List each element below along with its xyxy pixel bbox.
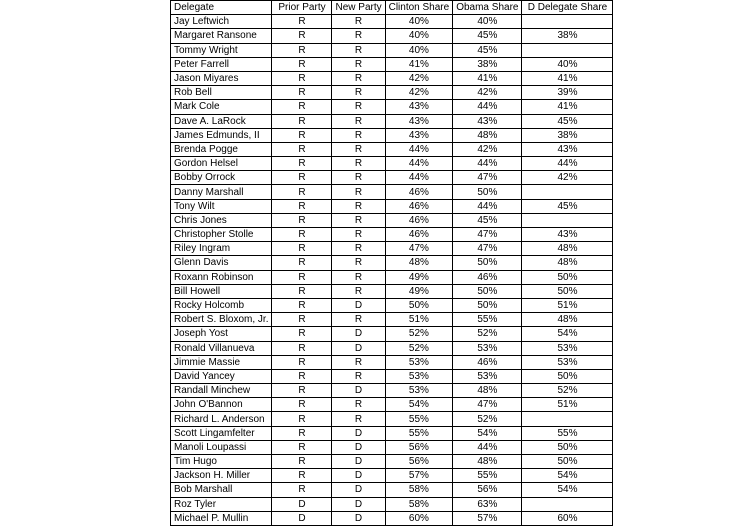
table-row — [171, 341, 613, 355]
table-cell[interactable]: R — [272, 384, 332, 398]
table-cell[interactable]: 43% — [522, 228, 613, 242]
table-cell[interactable]: D — [332, 511, 385, 525]
table-cell[interactable]: Chris Jones — [171, 213, 272, 227]
table-cell[interactable]: Glenn Davis — [171, 256, 272, 270]
table-cell[interactable]: 46% — [453, 355, 522, 369]
header-cell[interactable]: Delegate — [171, 1, 272, 15]
table-cell[interactable]: 45% — [453, 213, 522, 227]
table-cell[interactable]: R — [272, 100, 332, 114]
table-cell[interactable]: 45% — [522, 114, 613, 128]
table-cell[interactable]: 50% — [522, 369, 613, 383]
table-cell[interactable]: 53% — [522, 341, 613, 355]
table-cell[interactable]: 40% — [385, 29, 453, 43]
table-row — [171, 256, 613, 270]
table-cell[interactable]: R — [272, 43, 332, 57]
table-cell[interactable]: 38% — [453, 57, 522, 71]
table-cell[interactable]: Manoli Loupassi — [171, 440, 272, 454]
table-cell[interactable]: 39% — [522, 86, 613, 100]
table-cell[interactable]: R — [332, 398, 385, 412]
table-row — [171, 369, 613, 383]
table-cell[interactable]: Richard L. Anderson — [171, 412, 272, 426]
table-row — [171, 213, 613, 227]
table-cell[interactable] — [522, 185, 613, 199]
table-cell[interactable]: 45% — [453, 43, 522, 57]
table-cell[interactable]: R — [332, 29, 385, 43]
table-cell[interactable]: R — [272, 469, 332, 483]
table-cell[interactable]: Joseph Yost — [171, 327, 272, 341]
table-cell[interactable]: R — [272, 412, 332, 426]
table-cell[interactable]: 51% — [385, 313, 453, 327]
table-cell[interactable]: 47% — [453, 171, 522, 185]
table-cell[interactable]: 38% — [522, 29, 613, 43]
table-cell[interactable]: 48% — [522, 256, 613, 270]
table-cell[interactable]: R — [272, 483, 332, 497]
table-cell[interactable]: Ronald Villanueva — [171, 341, 272, 355]
table-cell[interactable]: 48% — [522, 313, 613, 327]
table-cell[interactable]: 44% — [385, 157, 453, 171]
table-cell[interactable]: Rob Bell — [171, 86, 272, 100]
table-cell[interactable]: 43% — [522, 142, 613, 156]
table-row — [171, 157, 613, 171]
table-cell[interactable]: D — [272, 497, 332, 511]
table-cell[interactable]: D — [332, 341, 385, 355]
header-cell[interactable]: Clinton Share — [385, 1, 453, 15]
table-cell[interactable]: 50% — [453, 185, 522, 199]
header-cell[interactable]: Prior Party — [272, 1, 332, 15]
table-cell[interactable]: 56% — [453, 483, 522, 497]
table-cell[interactable]: 42% — [385, 71, 453, 85]
header-cell[interactable]: D Delegate Share — [522, 1, 613, 15]
table-row — [171, 483, 613, 497]
table-cell[interactable]: John O'Bannon — [171, 398, 272, 412]
table-cell[interactable]: 41% — [522, 71, 613, 85]
table-cell[interactable]: 43% — [385, 100, 453, 114]
table-cell[interactable]: 48% — [453, 455, 522, 469]
table-cell[interactable] — [522, 497, 613, 511]
table-cell[interactable]: D — [332, 327, 385, 341]
table-cell[interactable]: 57% — [453, 511, 522, 525]
table-cell[interactable]: 58% — [385, 483, 453, 497]
table-cell[interactable]: Robert S. Bloxom, Jr. — [171, 313, 272, 327]
header-cell[interactable]: New Party — [332, 1, 385, 15]
table-cell[interactable]: 60% — [385, 511, 453, 525]
table-cell[interactable]: 38% — [522, 128, 613, 142]
table-cell[interactable]: R — [272, 426, 332, 440]
table-cell[interactable] — [522, 412, 613, 426]
table-row — [171, 455, 613, 469]
table-cell[interactable] — [522, 43, 613, 57]
table-cell[interactable]: 55% — [453, 469, 522, 483]
table-cell[interactable]: D — [332, 483, 385, 497]
table-cell[interactable]: 44% — [453, 199, 522, 213]
table-cell[interactable]: 50% — [522, 440, 613, 454]
table-row — [171, 426, 613, 440]
table-row — [171, 71, 613, 85]
table-cell[interactable]: 51% — [522, 298, 613, 312]
table-cell[interactable]: R — [272, 57, 332, 71]
table-cell[interactable]: R — [332, 228, 385, 242]
table-cell[interactable]: 47% — [385, 242, 453, 256]
table-cell[interactable]: R — [332, 270, 385, 284]
table-cell[interactable]: 44% — [522, 157, 613, 171]
table-cell[interactable]: 53% — [385, 355, 453, 369]
table-cell[interactable]: 47% — [453, 228, 522, 242]
table-cell[interactable]: 44% — [453, 157, 522, 171]
table-cell[interactable]: Jackson H. Miller — [171, 469, 272, 483]
table-cell[interactable]: R — [332, 199, 385, 213]
table-cell[interactable] — [522, 213, 613, 227]
table-cell[interactable]: Jay Leftwich — [171, 15, 272, 29]
table-cell[interactable]: 48% — [385, 256, 453, 270]
table-cell[interactable]: R — [272, 270, 332, 284]
table-cell[interactable]: R — [272, 341, 332, 355]
table-row — [171, 469, 613, 483]
table-cell[interactable]: R — [332, 86, 385, 100]
table-cell[interactable]: 43% — [385, 128, 453, 142]
table-cell[interactable]: D — [332, 298, 385, 312]
table-cell[interactable]: 55% — [385, 412, 453, 426]
table-cell[interactable]: 40% — [453, 15, 522, 29]
table-cell[interactable]: 49% — [385, 270, 453, 284]
table-cell[interactable]: 46% — [385, 185, 453, 199]
table-cell[interactable]: Randall Minchew — [171, 384, 272, 398]
table-cell[interactable]: R — [272, 199, 332, 213]
table-cell[interactable]: R — [332, 412, 385, 426]
table-cell[interactable]: R — [272, 440, 332, 454]
table-cell[interactable]: 49% — [385, 284, 453, 298]
table-cell[interactable]: R — [272, 228, 332, 242]
table-cell[interactable]: 53% — [453, 341, 522, 355]
table-cell[interactable]: R — [272, 313, 332, 327]
table-cell[interactable]: D — [332, 455, 385, 469]
table-cell[interactable]: 44% — [453, 100, 522, 114]
table-cell[interactable]: 52% — [385, 327, 453, 341]
table-row — [171, 398, 613, 412]
table-cell[interactable]: R — [332, 284, 385, 298]
table-cell[interactable]: R — [272, 15, 332, 29]
table-cell[interactable]: Michael P. Mullin — [171, 511, 272, 525]
table-cell[interactable]: 51% — [522, 398, 613, 412]
table-cell[interactable]: 44% — [453, 440, 522, 454]
spreadsheet — [170, 0, 613, 526]
table-cell[interactable]: Christopher Stolle — [171, 228, 272, 242]
table-row — [171, 497, 613, 511]
table-cell[interactable]: 50% — [453, 284, 522, 298]
table-cell[interactable]: Tim Hugo — [171, 455, 272, 469]
table-cell[interactable]: R — [272, 355, 332, 369]
table-cell[interactable]: R — [272, 114, 332, 128]
table-cell[interactable]: R — [272, 242, 332, 256]
table-cell[interactable]: 50% — [385, 298, 453, 312]
table-cell[interactable]: R — [272, 185, 332, 199]
table-cell[interactable]: James Edmunds, II — [171, 128, 272, 142]
table-cell[interactable]: 45% — [453, 29, 522, 43]
table-row — [171, 384, 613, 398]
table-row — [171, 199, 613, 213]
table-cell[interactable]: R — [272, 29, 332, 43]
table-cell[interactable]: R — [332, 71, 385, 85]
table-cell[interactable]: D — [272, 511, 332, 525]
table-cell[interactable] — [522, 15, 613, 29]
table-cell[interactable]: 41% — [522, 100, 613, 114]
table-row — [171, 284, 613, 298]
table-cell[interactable]: R — [272, 369, 332, 383]
table-cell[interactable]: Danny Marshall — [171, 185, 272, 199]
table-cell[interactable]: 47% — [453, 242, 522, 256]
table-cell[interactable]: Tommy Wright — [171, 43, 272, 57]
table-cell[interactable]: 42% — [453, 142, 522, 156]
table-cell[interactable]: 41% — [453, 71, 522, 85]
table-cell[interactable]: 46% — [385, 213, 453, 227]
table-row — [171, 270, 613, 284]
table-cell[interactable]: 53% — [385, 369, 453, 383]
table-cell[interactable]: Bobby Orrock — [171, 171, 272, 185]
table-cell[interactable]: 55% — [385, 426, 453, 440]
table-cell[interactable]: 50% — [522, 270, 613, 284]
table-cell[interactable]: R — [272, 213, 332, 227]
table-row — [171, 100, 613, 114]
table-cell[interactable]: 54% — [522, 327, 613, 341]
table-row — [171, 298, 613, 312]
table-cell[interactable]: 63% — [453, 497, 522, 511]
table-cell[interactable]: 52% — [453, 327, 522, 341]
table-cell[interactable]: 57% — [385, 469, 453, 483]
table-row — [171, 86, 613, 100]
table-cell[interactable]: R — [272, 157, 332, 171]
table-cell[interactable]: R — [332, 100, 385, 114]
table-row — [171, 185, 613, 199]
table-cell[interactable]: 52% — [385, 341, 453, 355]
table-cell[interactable]: Brenda Pogge — [171, 142, 272, 156]
table-row — [171, 511, 613, 525]
table-cell[interactable]: R — [332, 213, 385, 227]
table-cell[interactable]: R — [272, 298, 332, 312]
table-cell[interactable]: 53% — [453, 369, 522, 383]
table-cell[interactable]: 50% — [522, 284, 613, 298]
table-cell[interactable]: R — [332, 128, 385, 142]
table-cell[interactable]: 56% — [385, 440, 453, 454]
table-cell[interactable]: R — [332, 15, 385, 29]
table-row — [171, 228, 613, 242]
table-cell[interactable]: Gordon Helsel — [171, 157, 272, 171]
table-cell[interactable]: R — [272, 398, 332, 412]
table-cell[interactable]: 43% — [385, 114, 453, 128]
table-cell[interactable]: 45% — [522, 199, 613, 213]
table-cell[interactable]: R — [332, 114, 385, 128]
table-cell[interactable]: D — [332, 440, 385, 454]
table-cell[interactable]: 55% — [522, 426, 613, 440]
table-row — [171, 171, 613, 185]
table-cell[interactable]: R — [332, 242, 385, 256]
table-cell[interactable]: Tony Wilt — [171, 199, 272, 213]
table-cell[interactable]: Peter Farrell — [171, 57, 272, 71]
table-cell[interactable]: R — [272, 171, 332, 185]
table-cell[interactable]: David Yancey — [171, 369, 272, 383]
table-cell[interactable]: 52% — [522, 384, 613, 398]
table-cell[interactable]: D — [332, 469, 385, 483]
table-cell[interactable]: 46% — [385, 199, 453, 213]
table-row — [171, 142, 613, 156]
table-cell[interactable]: R — [272, 71, 332, 85]
table-cell[interactable]: R — [272, 86, 332, 100]
table-cell[interactable]: 54% — [385, 398, 453, 412]
table-cell[interactable]: 55% — [453, 313, 522, 327]
table-cell[interactable]: 48% — [453, 384, 522, 398]
table-cell[interactable]: D — [332, 497, 385, 511]
table-cell[interactable]: R — [332, 142, 385, 156]
table-cell[interactable]: R — [272, 256, 332, 270]
table-cell[interactable]: 53% — [385, 384, 453, 398]
table-cell[interactable]: Riley Ingram — [171, 242, 272, 256]
table-row — [171, 114, 613, 128]
table-row — [171, 440, 613, 454]
table-cell[interactable]: 52% — [453, 412, 522, 426]
table-cell[interactable]: 56% — [385, 455, 453, 469]
table-cell[interactable]: Roxann Robinson — [171, 270, 272, 284]
table-cell[interactable]: 50% — [453, 298, 522, 312]
table-cell[interactable]: Roz Tyler — [171, 497, 272, 511]
table-cell[interactable]: D — [332, 426, 385, 440]
table-cell[interactable]: Dave A. LaRock — [171, 114, 272, 128]
table-cell[interactable]: 50% — [453, 256, 522, 270]
table-cell[interactable]: 53% — [522, 355, 613, 369]
table-cell[interactable]: 40% — [385, 15, 453, 29]
table-cell[interactable]: Rocky Holcomb — [171, 298, 272, 312]
table-cell[interactable]: 43% — [453, 114, 522, 128]
table-cell[interactable]: 46% — [453, 270, 522, 284]
table-cell[interactable]: Scott Lingamfelter — [171, 426, 272, 440]
table-row — [171, 313, 613, 327]
table-cell[interactable]: Margaret Ransone — [171, 29, 272, 43]
table-row — [171, 57, 613, 71]
header-cell[interactable]: Obama Share — [453, 1, 522, 15]
table-row — [171, 355, 613, 369]
header-row — [171, 1, 613, 15]
table-cell[interactable]: R — [332, 355, 385, 369]
table-cell[interactable]: 44% — [385, 171, 453, 185]
table-row — [171, 128, 613, 142]
table-cell[interactable]: Jason Miyares — [171, 71, 272, 85]
table-cell[interactable]: 47% — [453, 398, 522, 412]
table-row — [171, 15, 613, 29]
table-cell[interactable]: Bob Marshall — [171, 483, 272, 497]
table-row — [171, 43, 613, 57]
table-cell[interactable]: 41% — [385, 57, 453, 71]
table-cell[interactable]: R — [272, 284, 332, 298]
table-row — [171, 29, 613, 43]
table-row — [171, 327, 613, 341]
table-cell[interactable]: 54% — [522, 469, 613, 483]
table-cell[interactable]: R — [332, 256, 385, 270]
table-cell[interactable]: 60% — [522, 511, 613, 525]
table-cell[interactable]: Jimmie Massie — [171, 355, 272, 369]
table-cell[interactable]: R — [332, 157, 385, 171]
table-cell[interactable]: R — [272, 128, 332, 142]
table-row — [171, 412, 613, 426]
table-cell[interactable]: R — [332, 57, 385, 71]
table-cell[interactable]: R — [272, 142, 332, 156]
table-cell[interactable]: 48% — [522, 242, 613, 256]
table-cell[interactable]: R — [272, 327, 332, 341]
table-cell[interactable]: 58% — [385, 497, 453, 511]
table-cell[interactable]: 46% — [385, 228, 453, 242]
table-cell[interactable]: 44% — [385, 142, 453, 156]
table-cell[interactable]: R — [332, 369, 385, 383]
table-cell[interactable]: Mark Cole — [171, 100, 272, 114]
table-cell[interactable]: R — [332, 171, 385, 185]
table-cell[interactable]: 50% — [522, 455, 613, 469]
table-cell[interactable]: R — [332, 313, 385, 327]
table-cell[interactable]: 42% — [385, 86, 453, 100]
table-cell[interactable]: 54% — [453, 426, 522, 440]
table-cell[interactable]: 40% — [385, 43, 453, 57]
table-cell[interactable]: 40% — [522, 57, 613, 71]
delegate-table — [170, 0, 613, 526]
table-cell[interactable]: 42% — [522, 171, 613, 185]
table-cell[interactable]: D — [332, 384, 385, 398]
table-cell[interactable]: R — [332, 185, 385, 199]
table-cell[interactable]: 48% — [453, 128, 522, 142]
table-cell[interactable]: Bill Howell — [171, 284, 272, 298]
table-cell[interactable]: 54% — [522, 483, 613, 497]
table-cell[interactable]: R — [332, 43, 385, 57]
table-cell[interactable]: R — [272, 455, 332, 469]
table-row — [171, 242, 613, 256]
table-cell[interactable]: 42% — [453, 86, 522, 100]
